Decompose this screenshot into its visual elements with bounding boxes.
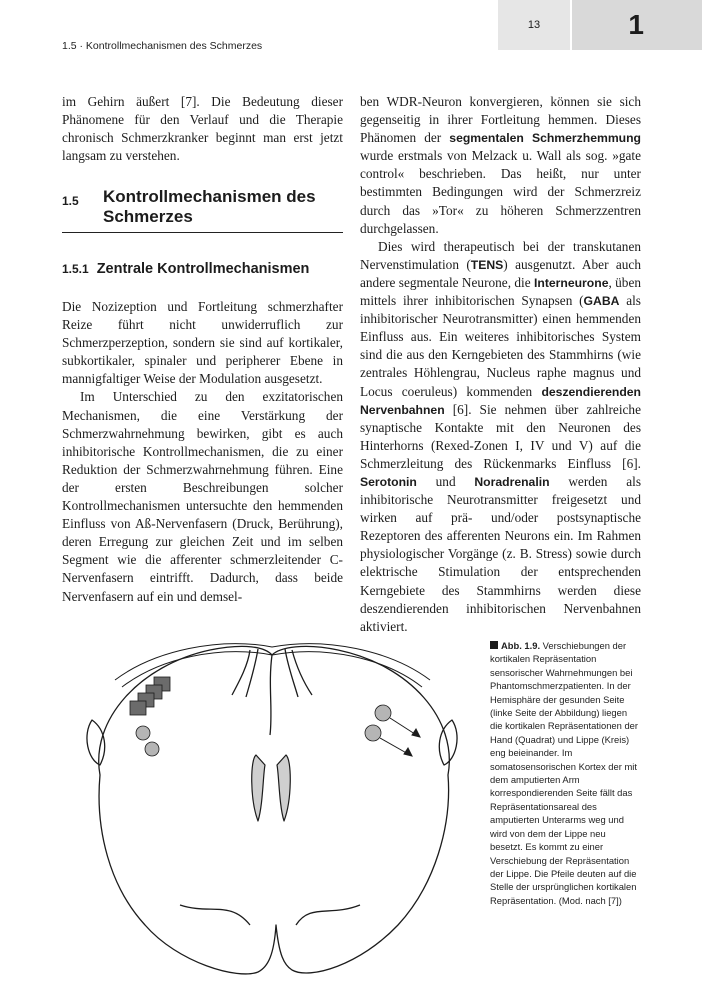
section-title: Kontrollmechanismen des Schmerzes	[103, 187, 316, 226]
text-run: ) ausgenutzt. Aber auch andere segmentale Neurone, die	[360, 256, 641, 290]
lip-circle-shifted	[375, 705, 391, 721]
section-number: 1.5	[62, 194, 79, 208]
figure-caption	[490, 639, 640, 907]
hand-representation-squares	[130, 677, 170, 715]
hand-square	[130, 701, 146, 715]
arrow-head	[412, 729, 420, 737]
term-segmentale-schmerzhemmung: segmentalen Schmerzhemmung	[449, 131, 641, 146]
text-run: werden als inhibitorische Neurotransmitter freigesetzt und wirken auf prä- und/oder postsynaptische Rezeptoren des afferenten Neurons ein. Im Rahmen physiologischer Vorgänge (z. B. Stress) sowie durch elektrische Stimulation der entsprechenden Kerngebiete des Stammhirns werden diese deszendierenden inhibitorischen Nervenbahnen aktiviert.	[360, 473, 641, 634]
figure-caption-text: Verschiebungen der kortikalen Repräsentation sensorischer Wahrnehmungen bei Phantomschmerzpatienten. In der Hemisphäre der gesunden Seite (linke Seite der Abbildung) liegen die kortikalen Repräsentationen der Hand (Quadrat) und Lippe (Kreis) eng beieinander. Im somatosensorischen Kortex der mit dem amputierten Arm korrespondierenden Seite fällt das Repräsentationsareal des amputierten Unterarms weg und wird von dem der Lippe neu besetzt. Es kommt zu einer Verschiebung der Repräsentation der Lippe. Die Pfeile deuten auf die Stelle der ursprünglichen kortikalen Repräsentation. (Mod. nach [7])	[490, 640, 639, 906]
brain-cross-section-figure	[60, 625, 480, 987]
homunculus-face-left	[87, 720, 105, 765]
term-noradrenalin: Noradrenalin	[474, 474, 550, 489]
term-gaba: GABA	[583, 294, 620, 309]
lower-sulcus-left	[180, 905, 250, 925]
term-deszendierende-nervenbahnen: deszendierenden Nervenbahnen	[360, 384, 641, 417]
midline-fissure	[270, 655, 272, 735]
lip-representation-circles	[136, 726, 159, 756]
section-heading	[62, 187, 343, 227]
running-head: 1.5 · Kontrollmechanismen des Schmerzes	[62, 40, 263, 52]
subsection-number: 1.5.1	[62, 262, 89, 276]
lip-circle	[136, 726, 150, 740]
paragraph-gate-control	[360, 93, 641, 238]
paragraph-tens	[360, 238, 641, 636]
intro-paragraph: im Gehirn äußert [7]. Die Bedeutung dieser Phänomene für den Verlauf und die Therapie chronisch Schmerzkranker beginnt man erst jetzt langsam zu verstehen.	[62, 94, 343, 164]
homunculus-legs-left	[232, 649, 258, 697]
right-ventricle	[277, 755, 290, 821]
left-ventricle	[252, 755, 265, 821]
term-serotonin: Serotonin	[360, 474, 417, 489]
text-run: wurde erstmals von Melzack u. Wall als sog. »gate control« beschrieben. Das heißt, nur unter bestimmten Bedingungen wird der Schmerzreiz durch das »Tor« zu höheren Schmerzzentren durchgelassen.	[360, 148, 641, 236]
chapter-number-tab	[572, 0, 702, 50]
text-run: [6]. Sie nehmen über zahlreiche synaptische Kontakte mit den Neuronen des Hinterhorns (Rexed-Zonen I, IV und V) auf die Schmerzleitung des Rückenmarks Einfluss [6].	[360, 401, 641, 471]
shifted-lip-circles	[365, 705, 391, 741]
subsection-title: Zentrale Kontrollmechanismen	[96, 261, 310, 277]
section-rule	[62, 232, 343, 233]
text-run: als inhibitorischer Neurotransmitter) einen hemmenden Einfluss aus. Ein weiteres inhibitorisches System sind die aus den Kerngebieten des Stammhirns (wie zentrales Höhlengrau, Nucleus raphe magnus und Locus coeruleus) kommenden	[360, 293, 641, 399]
subsection-heading	[62, 261, 352, 277]
figure-marker-icon	[490, 641, 498, 649]
text-run: ben WDR-Neuron konvergieren, können sie sich gegenseitig in ihrer Fortleitung hemmen. Dieses Phänomen der	[360, 94, 641, 146]
left-column-body	[62, 298, 343, 606]
term-tens: TENS	[470, 257, 504, 272]
figure-label: Abb. 1.9.	[501, 640, 541, 651]
left-column-intro	[62, 93, 343, 165]
homunculus-legs-right	[285, 649, 312, 697]
text-run: Dies wird therapeutisch bei der transkutanen Nervenstimulation (	[360, 238, 641, 272]
right-column	[360, 93, 641, 636]
chapter-number: 1	[628, 9, 644, 40]
paragraph-kontrollmechanismen: Im Unterschied zu den exzitatorischen Mechanismen, die eine Verstärkung der Schmerzwahrnehmung bewirken, gibt es auch inhibitorische Kontrollmechanismen, die zu einer Reduktion der Schmerzwahrnehmung führen. Eine der ersten Beschreibungen solcher Kontrollmechanismen untersuchte den hemmenden Einfluss von Aß-Nervenfasern (Druck, Berührung), deren Erregung zur gleichen Zeit und im selben Segment wie die afferenter schmerzleitender C-Nervenfasern eintrifft. Dadurch, dass beide Nervenfasern auf ein und demsel-	[62, 389, 343, 604]
page-number: 13	[498, 0, 570, 50]
lip-circle	[145, 742, 159, 756]
lower-sulcus-right	[296, 905, 360, 925]
shift-arrows	[380, 718, 420, 756]
paragraph-nozizeption: Die Nozizeption und Fortleitung schmerzhafter Reize führt nicht unwiderruflich zur Schmerzperzeption, sondern sie sind auf kortikaler, subkortikaler, spinaler und peripherer Ebene in mannigfaltiger Weise der Modulation ausgesetzt.	[62, 299, 343, 387]
term-interneurone: Interneurone	[533, 275, 609, 290]
text-run: und	[416, 473, 475, 489]
lip-circle-shifted	[365, 725, 381, 741]
arrow-head	[404, 748, 412, 756]
homunculus-strip	[115, 644, 430, 680]
text-run: , üben mittels ihrer inhibitorischen Synapsen (	[360, 274, 642, 309]
